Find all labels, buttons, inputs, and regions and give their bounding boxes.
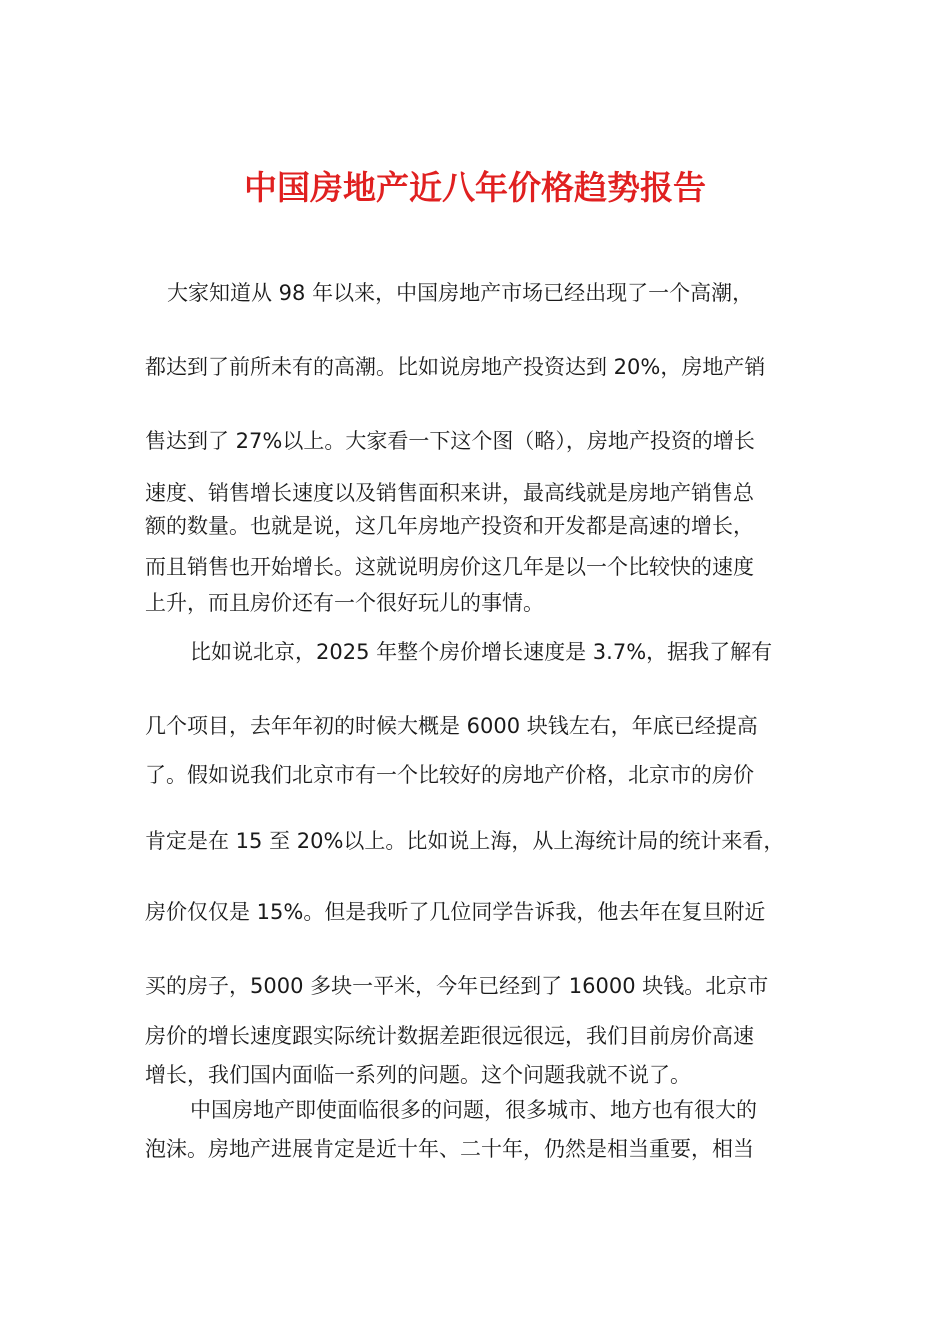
text-line-9: 几个项目，去年年初的时候大概是 6000 块钱左右，年底已经提高	[145, 714, 758, 738]
text-line-17: 泡沫。房地产进展肯定是近十年、二十年，仍然是相当重要，相当	[145, 1137, 754, 1161]
document-title: 中国房地产近八年价格趋势报告	[244, 168, 706, 207]
text-line-11: 肯定是在 15 至 20%以上。比如说上海，从上海统计局的统计来看，	[145, 829, 785, 853]
text-line-14: 房价的增长速度跟实际统计数据差距很远很远，我们目前房价高速	[145, 1024, 754, 1048]
text-line-13: 买的房子，5000 多块一平米，今年已经到了 16000 块钱。北京市	[145, 974, 769, 998]
text-line-8: 比如说北京，2025 年整个房价增长速度是 3.7%，据我了解有	[190, 640, 773, 664]
text-line-12: 房价仅仅是 15%。但是我听了几位同学告诉我，他去年在复旦附近	[145, 900, 766, 924]
text-line-6: 而且销售也开始增长。这就说明房价这几年是以一个比较快的速度	[145, 555, 754, 579]
text-line-5: 额的数量。也就是说，这几年房地产投资和开发都是高速的增长，	[145, 514, 754, 538]
text-line-3: 售达到了 27%以上。大家看一下这个图（略），房地产投资的增长	[145, 429, 755, 453]
text-line-7: 上升，而且房价还有一个很好玩儿的事情。	[145, 591, 544, 615]
text-line-2: 都达到了前所未有的高潮。比如说房地产投资达到 20%，房地产销	[145, 355, 766, 379]
text-line-1: 大家知道从 98 年以来，中国房地产市场已经出现了一个高潮，	[167, 281, 754, 305]
text-line-4: 速度、销售增长速度以及销售面积来讲，最高线就是房地产销售总	[145, 481, 754, 505]
text-line-10: 了。假如说我们北京市有一个比较好的房地产价格，北京市的房价	[145, 763, 754, 787]
text-line-15: 增长，我们国内面临一系列的问题。这个问题我就不说了。	[145, 1063, 691, 1087]
text-line-16: 中国房地产即使面临很多的问题，很多城市、地方也有很大的	[190, 1098, 757, 1122]
